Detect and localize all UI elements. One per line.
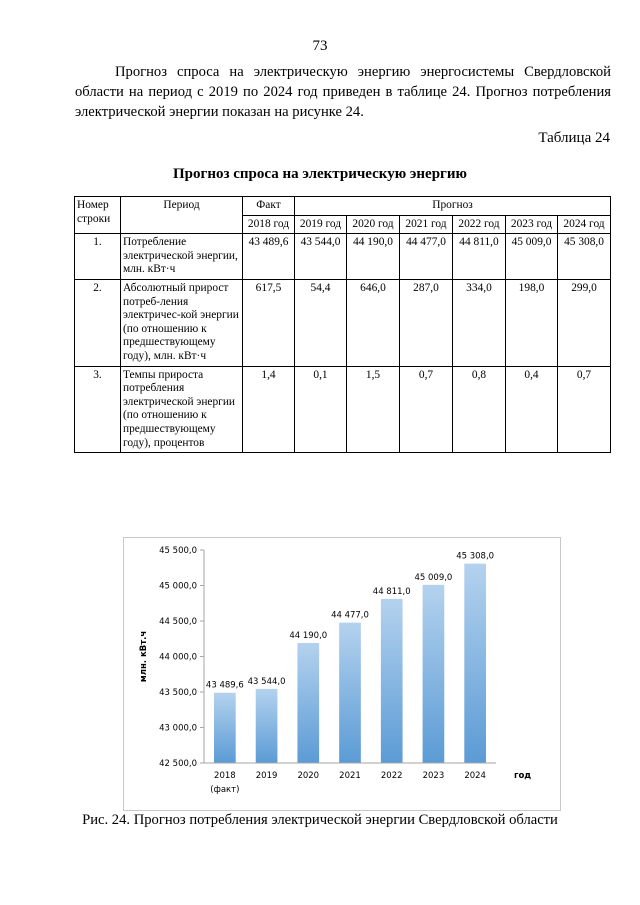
row-label: Темпы прироста потребления электрической энергии (по отношению к предшествующему году), процентов [121,366,243,453]
table-cell: 0,7 [558,366,611,453]
chart-bar [297,643,319,763]
x-tick-label: 2020 [297,771,320,781]
year-header: 2020 год [347,215,400,234]
x-axis-title: год [514,771,532,781]
header-fact: Факт [243,197,295,216]
y-tick-label: 44 500,0 [159,617,197,627]
intro-paragraph: Прогноз спроса на электрическую энергию энергосистемы Свердловской области на период с 2019 по 2024 год приведен в таблице 24. Прогноз потребления электрической энергии показан на рисунке 24. [75,64,611,120]
x-tick-label: 2023 [422,771,445,781]
chart-bar [423,585,445,763]
bar-value-label: 45 009,0 [414,572,453,583]
demand-forecast-table [74,196,611,453]
row-number: 2. [75,279,121,366]
year-header: 2021 год [400,215,453,234]
bar-value-label: 44 811,0 [372,586,411,597]
table-cell: 54,4 [295,279,347,366]
bar-value-label: 44 477,0 [331,610,369,621]
table-cell: 43 489,6 [243,234,295,280]
y-axis-title: млн. кВт.ч [139,630,149,683]
y-tick-label: 42 500,0 [159,759,197,769]
table-cell: 45 009,0 [506,234,558,280]
year-header: 2019 год [295,215,347,234]
table-cell: 287,0 [400,279,453,366]
x-tick-label: 2019 [255,771,278,781]
chart-bar [214,693,236,763]
y-tick-label: 43 500,0 [159,688,197,698]
header-row-number: Номер строки [75,197,121,234]
table-cell: 43 544,0 [295,234,347,280]
table-cell: 0,7 [400,366,453,453]
header-forecast: Прогноз [295,197,611,216]
x-tick-label: 2021 [339,771,361,781]
table-cell: 0,1 [295,366,347,453]
bar-value-label: 43 489,6 [205,680,244,691]
bar-value-label: 44 190,0 [289,631,328,642]
y-tick-label: 45 000,0 [159,581,197,592]
table-cell: 1,5 [347,366,400,453]
chart-bar [464,564,486,763]
row-number: 1. [75,234,121,280]
year-header: 2024 год [558,215,611,234]
consumption-bar-chart [124,538,560,810]
chart-bar [381,599,403,763]
table-header-row [75,197,611,216]
y-tick-label: 45 500,0 [159,546,197,556]
bar-value-label: 45 308,0 [456,551,495,562]
table-row [75,234,611,280]
y-tick-label: 44 000,0 [159,652,197,663]
year-header: 2023 год [506,215,558,234]
table-cell: 617,5 [243,279,295,366]
x-tick-sublabel: (факт) [210,785,240,795]
figure-caption: Рис. 24. Прогноз потребления электрической энергии Свердловской области [82,812,558,828]
x-tick-label: 2024 [464,771,486,781]
y-tick-label: 43 000,0 [159,723,197,734]
header-period: Период [121,197,243,234]
row-label: Абсолютный прирост потреб-ления электричес-кой энергии (по отношению к предшествующему году), млн. кВт·ч [121,279,243,366]
table-row [75,279,611,366]
table-cell: 646,0 [347,279,400,366]
bar-value-label: 43 544,0 [247,676,286,687]
table-cell: 44 811,0 [453,234,506,280]
table-cell: 0,8 [453,366,506,453]
table-cell: 198,0 [506,279,558,366]
table-cell: 44 477,0 [400,234,453,280]
table-cell: 334,0 [453,279,506,366]
table-cell: 299,0 [558,279,611,366]
table-cell: 45 308,0 [558,234,611,280]
row-label: Потребление электрической энергии, млн. кВт·ч [121,234,243,280]
table-cell: 44 190,0 [347,234,400,280]
chart-bar [339,623,361,763]
table-title: Прогноз спроса на электрическую энергию [173,166,467,182]
table-cell: 1,4 [243,366,295,453]
table-row [75,366,611,453]
year-header: 2018 год [243,215,295,234]
x-tick-label: 2022 [380,771,403,781]
table-cell: 0,4 [506,366,558,453]
chart-bar [256,689,278,763]
year-header: 2022 год [453,215,506,234]
page-number: 73 [312,38,328,54]
row-number: 3. [75,366,121,453]
chart-container [123,537,561,811]
x-tick-label: 2018 [214,771,236,781]
table-label: Таблица 24 [538,130,610,146]
